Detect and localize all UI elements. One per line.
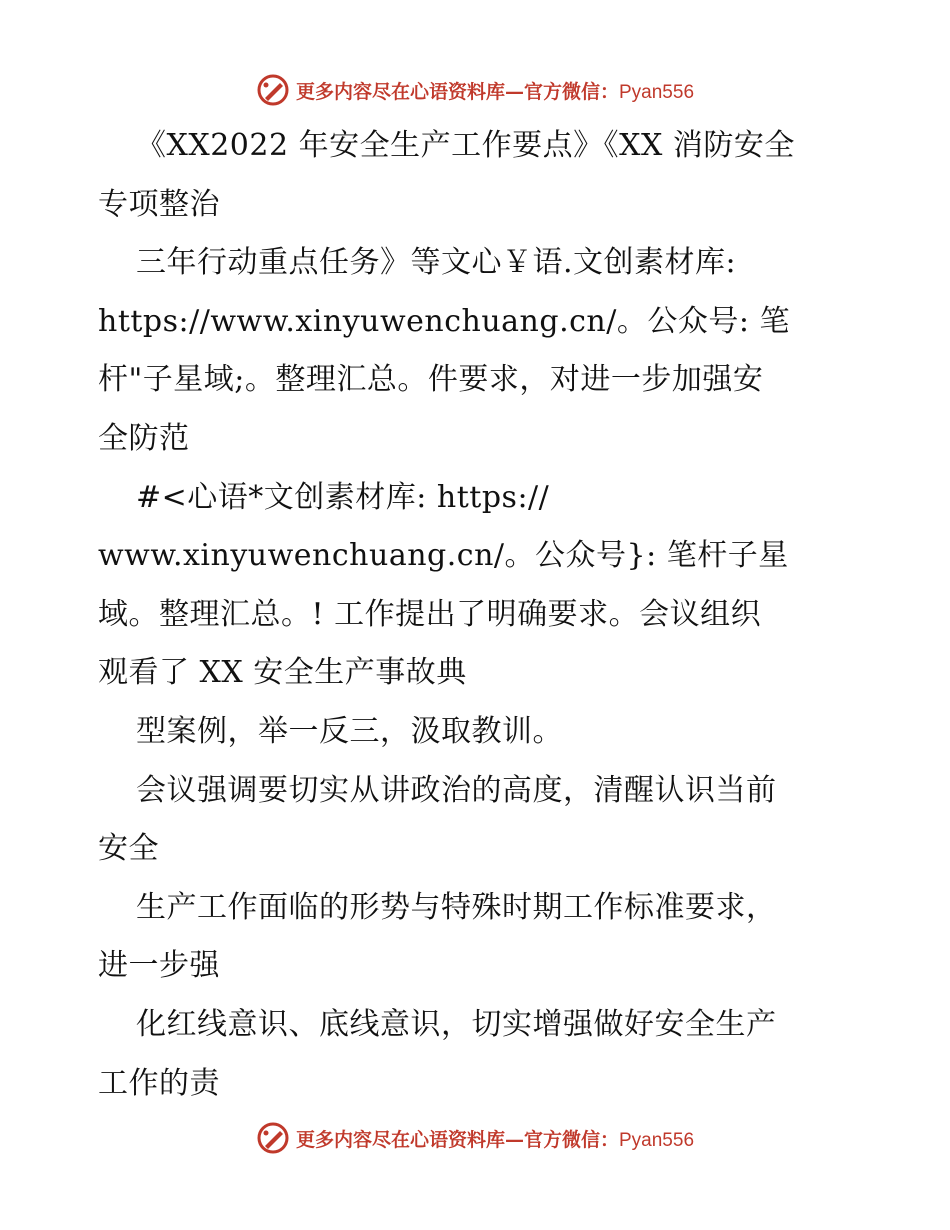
text-line: 观看了 XX 安全生产事故典 — [98, 655, 467, 691]
text-line: 专项整治 — [98, 186, 220, 222]
banner-label: 更多内容尽在心语资料库—官方微信： — [295, 1128, 619, 1151]
text-line: 域。整理汇总。! 工作提出了明确要求。会议组织 — [98, 596, 762, 632]
banner-text — [296, 77, 694, 104]
text-line: 生产工作面临的形势与特殊时期工作标准要求， — [136, 889, 777, 925]
text-line: #<心语*文创素材库: https:// — [136, 479, 550, 515]
banner-text — [296, 1125, 694, 1152]
text-line: 化红线意识、底线意识，切实增强做好安全生产 — [136, 1006, 777, 1042]
brush-seal-icon — [256, 1121, 290, 1155]
banner-wechat-id: Pyan556 — [619, 81, 695, 103]
text-line: 全防范 — [98, 420, 190, 456]
text-line: 工作的责 — [98, 1065, 220, 1101]
banner-wechat-id: Pyan556 — [619, 1129, 695, 1151]
text-line: 会议强调要切实从讲政治的高度，清醒认识当前 — [136, 772, 777, 808]
banner-label: 更多内容尽在心语资料库—官方微信： — [295, 80, 619, 103]
brush-seal-icon — [256, 73, 290, 107]
text-line: 进一步强 — [98, 948, 220, 984]
text-line: 安全 — [98, 831, 159, 867]
text-line: 《XX2022 年安全生产工作要点》《XX 消防安全 — [136, 128, 795, 163]
text-line: https://www.xinyuwenchuang.cn/。公众号: 笔 — [98, 303, 790, 339]
text-line: 三年行动重点任务》等文心￥语.文创素材库: — [136, 245, 737, 281]
text-line: 型案例，举一反三，汲取教训。 — [136, 713, 563, 749]
text-line: www.xinyuwenchuang.cn/。公众号}: 笔杆子星 — [98, 538, 789, 574]
document-body — [98, 117, 868, 1113]
text-line: 杆"子星域;。整理汇总。件要求，对进一步加强安 — [98, 362, 764, 398]
header-banner — [0, 70, 950, 110]
footer-banner — [0, 1118, 950, 1158]
